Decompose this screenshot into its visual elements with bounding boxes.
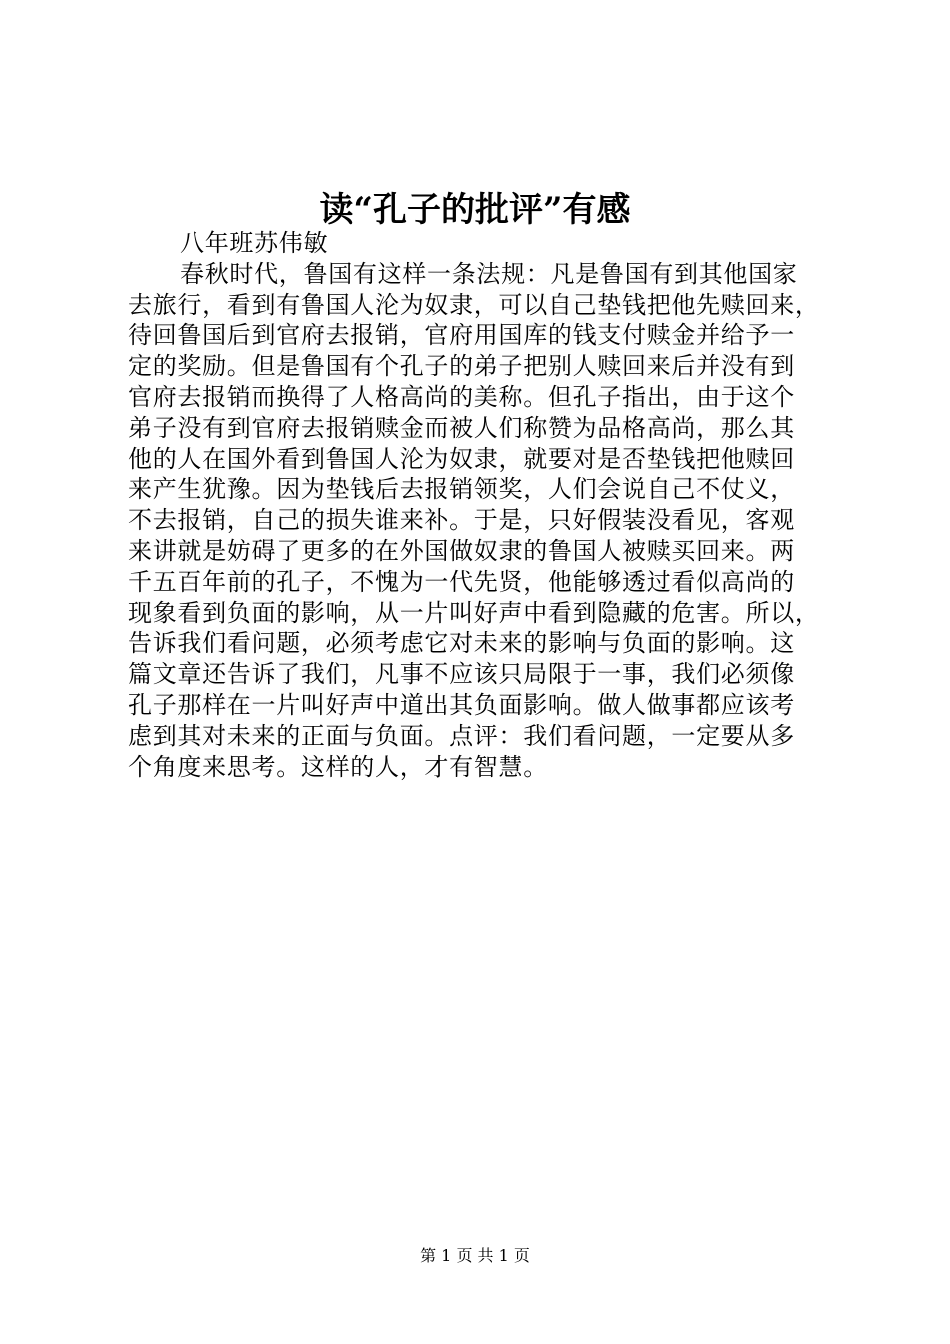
body-line: 春秋时代，鲁国有这样一条法规：凡是鲁国有到其他国家 xyxy=(180,259,798,288)
document-body xyxy=(128,228,832,782)
body-line: 千五百年前的孔子，不愧为一代先贤，他能够透过看似高尚的 xyxy=(128,567,795,596)
body-line: 来产生犹豫。因为垫钱后去报销领奖，人们会说自己不仗义， xyxy=(128,475,795,504)
body-line: 他的人在国外看到鲁国人沦为奴隶，就要对是否垫钱把他赎回 xyxy=(128,444,795,473)
body-line: 告诉我们看问题，必须考虑它对未来的影响与负面的影响。这 xyxy=(128,629,795,658)
body-line: 个角度来思考。这样的人，才有智慧。 xyxy=(128,752,548,781)
body-line: 不去报销，自己的损失谁来补。于是，只好假装没看见，客观 xyxy=(128,506,795,535)
body-line: 待回鲁国后到官府去报销，官府用国库的钱支付赎金并给予一 xyxy=(128,321,795,350)
body-line: 定的奖励。但是鲁国有个孔子的弟子把别人赎回来后并没有到 xyxy=(128,352,795,381)
body-line: 孔子那样在一片叫好声中道出其负面影响。做人做事都应该考 xyxy=(128,690,795,719)
body-line: 弟子没有到官府去报销赎金而被人们称赞为品格高尚，那么其 xyxy=(128,413,795,442)
body-line: 篇文章还告诉了我们，凡事不应该只局限于一事，我们必须像 xyxy=(128,660,795,689)
body-line: 虑到其对未来的正面与负面。点评：我们看问题，一定要从多 xyxy=(128,721,795,750)
body-line: 去旅行，看到有鲁国人沦为奴隶，可以自己垫钱把他先赎回来， xyxy=(128,290,820,319)
author-line: 八年班苏伟敏 xyxy=(180,229,329,257)
body-line: 来讲就是妨碍了更多的在外国做奴隶的鲁国人被赎买回来。两 xyxy=(128,536,795,565)
body-line: 官府去报销而换得了人格高尚的美称。但孔子指出，由于这个 xyxy=(128,382,795,411)
body-line: 现象看到负面的影响，从一片叫好声中看到隐藏的危害。所以， xyxy=(128,598,820,627)
document-title: 读“孔子的批评”有感 xyxy=(319,190,631,230)
page-number-footer: 第 1 页 共 1 页 xyxy=(420,1246,530,1265)
